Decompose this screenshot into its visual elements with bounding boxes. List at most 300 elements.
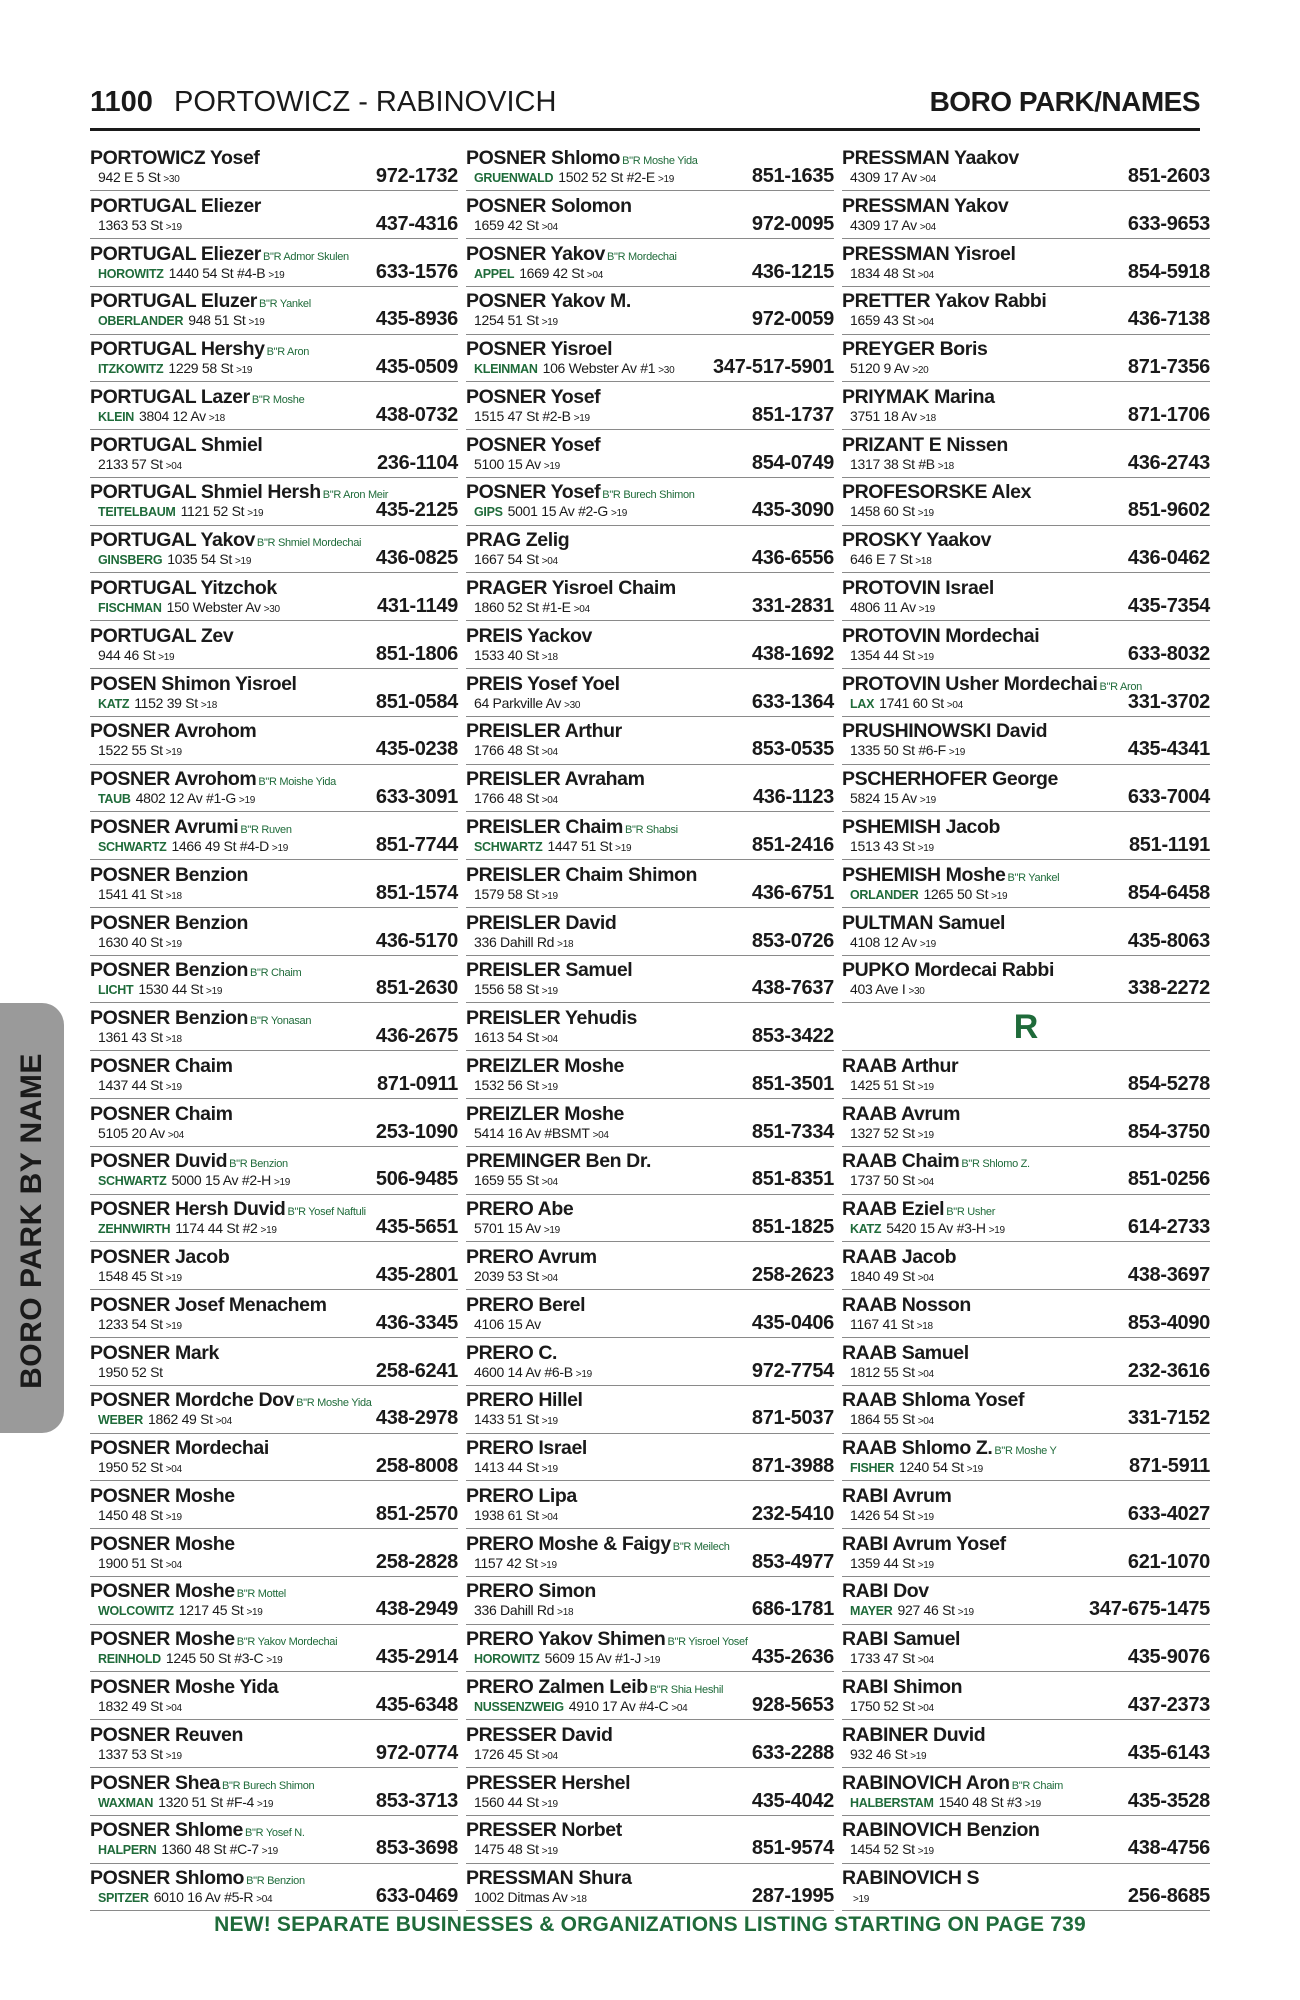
listing-entry — [90, 912, 458, 956]
entry-zip-zone: >04 — [167, 1129, 184, 1141]
entry-address — [474, 981, 558, 1000]
entry-name — [842, 1103, 960, 1125]
entry-name — [90, 1676, 278, 1698]
entry-zip-zone: >04 — [917, 1368, 934, 1380]
entry-zip-zone: >19 — [917, 508, 934, 520]
entry-name-text: RAAB Shloma Yosef — [842, 1389, 1025, 1412]
entry-address — [98, 1411, 232, 1430]
entry-name-text: PRERO Zalmen Leib — [466, 1676, 648, 1698]
entry-zip-zone: >19 — [273, 1177, 291, 1189]
listing-entry — [466, 673, 834, 717]
entry-in-care-of: LICHT — [98, 983, 134, 998]
entry-phone: 331-7152 — [1127, 1407, 1210, 1430]
entry-address — [474, 742, 558, 761]
entry-address — [98, 790, 255, 809]
entry-phone: 851-1574 — [375, 881, 458, 904]
entry-street: 150 Webster Av — [166, 599, 261, 616]
entry-phone: 853-0726 — [751, 929, 834, 952]
listing-entry — [466, 386, 834, 430]
entry-phone: 435-0406 — [751, 1311, 834, 1334]
listing-entry — [90, 768, 458, 812]
entry-name — [842, 959, 1054, 981]
entry-address — [850, 599, 935, 618]
entry-street: 1864 55 St — [850, 1411, 915, 1428]
entry-zip-zone: >19 — [917, 1511, 934, 1523]
entry-phone: 435-7354 — [1127, 595, 1210, 618]
entry-street: 1450 48 St — [98, 1506, 163, 1523]
entry-phone: 851-1737 — [751, 403, 834, 426]
entry-street: 1659 55 St — [474, 1172, 539, 1189]
entry-street: 4802 12 Av #1-G — [135, 790, 236, 807]
entry-name-text: RABI Dov — [842, 1580, 929, 1603]
entry-name — [90, 1342, 219, 1364]
entry-address — [850, 408, 936, 427]
entry-zip-zone: >19 — [260, 1225, 277, 1237]
entry-relation: B"R Aron — [266, 346, 310, 359]
listing-entry — [842, 1628, 1210, 1672]
listing-entry — [466, 768, 834, 812]
entry-zip-zone: >19 — [948, 747, 965, 759]
entry-name-text: RAAB Chaim — [842, 1150, 960, 1173]
entry-phone: 633-7004 — [1127, 786, 1210, 809]
entry-name-text: PRESSMAN Yakov — [842, 194, 1009, 217]
entry-name-text: PREISLER Samuel — [466, 959, 633, 982]
entry-street: 1613 54 St — [474, 1029, 539, 1046]
entry-address — [850, 265, 934, 284]
entry-name — [466, 1198, 573, 1220]
entry-name — [466, 912, 616, 934]
entry-address — [98, 1698, 182, 1717]
entry-zip-zone: >19 — [541, 1798, 558, 1810]
entry-street: 1532 56 St — [474, 1076, 539, 1093]
entry-phone: 851-2603 — [1127, 165, 1210, 187]
listing-entry — [466, 1628, 834, 1672]
entry-phone: 614-2733 — [1127, 1216, 1210, 1239]
entry-zip-zone: >30 — [658, 365, 675, 377]
entry-zip-zone: >19 — [165, 1081, 182, 1093]
entry-address — [98, 838, 288, 857]
entry-zip-zone: >19 — [165, 1272, 182, 1284]
entry-address — [98, 1316, 182, 1335]
listing-entry — [466, 1389, 834, 1433]
entry-name — [466, 959, 632, 981]
entry-name-text: POSNER Avrumi — [90, 815, 239, 838]
entry-name-text: POSNER Solomon — [466, 194, 632, 217]
entry-zip-zone: >19 — [165, 1320, 182, 1332]
entry-zip-zone: >19 — [991, 890, 1008, 902]
entry-address — [98, 1268, 182, 1287]
entry-street: 1750 52 St — [850, 1698, 915, 1714]
entry-zip-zone: >19 — [266, 1655, 283, 1667]
entry-phone: 851-3501 — [751, 1072, 834, 1095]
entry-relation: B"R Aron Meir — [322, 489, 389, 502]
entry-address — [850, 1507, 934, 1526]
entry-zip-zone: >19 — [611, 508, 628, 520]
entry-name — [90, 195, 261, 217]
entry-phone: 633-2288 — [751, 1741, 834, 1764]
entry-zip-zone: >18 — [541, 651, 558, 663]
entry-phone: 851-2570 — [375, 1502, 458, 1525]
entry-name — [466, 768, 645, 790]
entry-street: 1548 45 St — [98, 1267, 163, 1284]
entry-address — [474, 1316, 541, 1333]
entry-street: 944 46 St — [98, 646, 156, 663]
entry-phone: 851-1806 — [375, 642, 458, 665]
entry-street: 106 Webster Av #1 — [542, 360, 656, 377]
listing-entry — [90, 1437, 458, 1481]
entry-zip-zone: >19 — [271, 842, 288, 854]
entry-name — [90, 1294, 327, 1316]
entry-street: 4108 12 Av — [850, 933, 917, 950]
entry-phone: 851-0256 — [1127, 1168, 1210, 1191]
entry-name-text: PORTUGAL Yitzchok — [90, 577, 277, 600]
entry-street: 1447 51 St — [547, 837, 613, 854]
entry-name — [90, 1485, 235, 1507]
entry-address — [850, 1220, 1005, 1239]
entry-name-text: PRERO Israel — [466, 1437, 587, 1460]
entry-zip-zone: >04 — [919, 221, 936, 233]
listing-entry — [842, 147, 1210, 191]
entry-street: 4806 11 Av — [850, 599, 916, 616]
entry-phone: 435-9076 — [1127, 1646, 1210, 1669]
entry-name — [90, 434, 262, 456]
entry-zip-zone: >19 — [261, 1846, 278, 1858]
entry-street: 1840 49 St — [850, 1267, 915, 1284]
entry-in-care-of: GIPS — [474, 505, 503, 520]
entry-street: 1515 47 St #2-B — [474, 407, 571, 424]
entry-street: 942 E 5 St — [98, 169, 161, 185]
entry-name-text: PRESSER David — [466, 1723, 613, 1746]
entry-zip-zone: >19 — [541, 1846, 558, 1858]
entry-name-text: PRERO Abe — [466, 1198, 574, 1221]
entry-address — [850, 1698, 934, 1717]
listing-entry — [842, 720, 1210, 764]
side-tab — [0, 1003, 64, 1433]
entry-in-care-of: GINSBERG — [98, 553, 163, 568]
entry-address — [474, 599, 590, 618]
entry-zip-zone: >19 — [917, 1129, 934, 1141]
entry-zip-zone: >18 — [570, 1894, 587, 1906]
entry-phone: 287-1995 — [751, 1885, 834, 1908]
listing-entry — [90, 577, 458, 621]
entry-street: 1359 44 St — [850, 1554, 915, 1571]
listing-entry — [90, 290, 458, 334]
entry-name-text: PSHEMISH Jacob — [842, 815, 1001, 838]
entry-street: 1522 55 St — [98, 742, 163, 759]
entry-phone: 435-0509 — [375, 356, 458, 379]
entry-name — [466, 720, 622, 742]
letter-divider — [842, 1007, 1210, 1051]
entry-street: 1533 40 St — [474, 646, 539, 663]
entry-address — [474, 647, 558, 666]
entry-phone: 633-4027 — [1127, 1502, 1210, 1525]
entry-name-text: PRIYMAK Marina — [842, 385, 995, 408]
listing-entry — [466, 1819, 834, 1863]
entry-street: 1437 44 St — [98, 1076, 163, 1093]
listing-entry — [842, 1103, 1210, 1147]
entry-address — [850, 217, 936, 236]
entry-zip-zone: >18 — [937, 460, 954, 472]
entry-zip-zone: >19 — [158, 651, 175, 663]
entry-name-text: PRERO Avrum — [466, 1245, 597, 1268]
entry-zip-zone: >19 — [988, 1225, 1005, 1237]
entry-phone: 435-2636 — [751, 1646, 834, 1669]
listing-entry — [90, 1676, 458, 1720]
entry-phone: 633-0469 — [375, 1885, 458, 1908]
listing-entry — [842, 434, 1210, 478]
entry-address — [850, 1172, 934, 1191]
entry-phone: 972-0095 — [751, 212, 834, 235]
entry-phone: 436-5170 — [375, 929, 458, 952]
entry-address — [474, 169, 674, 188]
entry-phone: 338-2272 — [1127, 977, 1210, 1000]
entry-zip-zone: >04 — [573, 604, 590, 616]
entry-address — [474, 886, 558, 905]
entry-in-care-of: KLEIN — [98, 409, 135, 424]
entry-address — [850, 360, 928, 379]
entry-name-text: POSNER Yosef — [466, 433, 601, 456]
entry-street: 1579 58 St — [474, 885, 539, 902]
entry-phone: 436-0462 — [1127, 547, 1210, 570]
entry-relation: B"R Meilech — [672, 1540, 730, 1553]
entry-name-text: POSNER Benzion — [90, 863, 248, 886]
entry-name-text: PRERO Simon — [466, 1580, 596, 1603]
entry-zip-zone: >19 — [165, 221, 182, 233]
entry-in-care-of: MAYER — [850, 1604, 893, 1619]
entry-name-text: POSNER Hersh Duvid — [90, 1198, 286, 1221]
entry-zip-zone: >19 — [966, 1464, 983, 1476]
entry-name-text: POSNER Chaim — [90, 1102, 233, 1125]
entry-name-text: PREISLER Chaim Shimon — [466, 863, 698, 886]
entry-name — [842, 768, 1058, 790]
entry-address — [474, 1555, 557, 1574]
entry-name-text: RABINER Duvid — [842, 1723, 986, 1746]
entry-name-text: RABINOVICH S — [842, 1867, 980, 1890]
entry-name-text: PORTUGAL Yakov — [90, 529, 255, 552]
listing-entry — [842, 816, 1210, 860]
entry-relation: B"R Moishe Yida — [258, 776, 336, 789]
entry-in-care-of: FISCHMAN — [98, 601, 162, 616]
entry-relation: B"R Shia Heshil — [649, 1684, 724, 1696]
entry-in-care-of: APPEL — [474, 266, 515, 281]
entry-street: 1560 44 St — [474, 1793, 539, 1810]
entry-street: 1659 43 St — [850, 312, 915, 329]
entry-address — [850, 1841, 934, 1860]
entry-name-text: PROFESORSKE Alex — [842, 481, 1032, 504]
entry-name-text: POSNER Mordechai — [90, 1437, 269, 1460]
entry-street: 1834 48 St — [850, 264, 915, 281]
entry-address — [850, 456, 954, 475]
entry-address — [474, 217, 558, 236]
entry-zip-zone: >30 — [263, 604, 280, 616]
entry-street: 4309 17 Av — [850, 216, 917, 233]
entry-zip-zone: >04 — [541, 747, 558, 759]
listing-entry — [842, 195, 1210, 239]
entry-name — [90, 1055, 233, 1077]
entry-name-text: POSNER Yakov M. — [466, 290, 631, 313]
entry-phone: 438-0732 — [375, 403, 458, 426]
entry-street: 336 Dahill Rd — [474, 933, 555, 950]
entry-in-care-of: SCHWARTZ — [474, 839, 543, 854]
entry-address — [98, 1220, 277, 1239]
entry-name — [466, 1246, 597, 1268]
entry-street: 1766 48 St — [474, 790, 539, 807]
entry-name-text: POSNER Jacob — [90, 1245, 230, 1268]
entry-relation: B"R Burech Shimon — [221, 1779, 315, 1792]
entry-name-text: PRUSHINOWSKI David — [842, 720, 1048, 743]
entry-phone: 854-0749 — [751, 451, 834, 474]
listing-entry — [466, 529, 834, 573]
entry-street: 336 Dahill Rd — [474, 1602, 555, 1619]
entry-street: 4600 14 Av #6-B — [474, 1363, 573, 1380]
entry-phone: 435-8936 — [375, 308, 458, 331]
listing-entry — [466, 290, 834, 334]
entry-phone: 853-3422 — [751, 1025, 834, 1048]
listing-entry — [466, 720, 834, 764]
entry-phone: 851-1635 — [751, 165, 834, 187]
entry-zip-zone: >04 — [541, 221, 558, 233]
entry-name — [466, 1437, 587, 1459]
listing-entry — [90, 481, 458, 525]
listing-entry — [90, 1150, 458, 1194]
entry-phone: 854-5278 — [1127, 1072, 1210, 1095]
entry-phone: 438-2978 — [375, 1407, 458, 1430]
entry-name-text: RABI Avrum — [842, 1484, 952, 1507]
listing-entry — [90, 1246, 458, 1290]
entry-in-care-of: SCHWARTZ — [98, 1174, 167, 1189]
entry-phone: 853-4977 — [751, 1550, 834, 1573]
entry-name-text: PRIZANT E Nissen — [842, 433, 1008, 456]
entry-relation: B"R Mottel — [236, 1588, 286, 1601]
entry-phone: 253-1090 — [375, 1120, 458, 1143]
listing-entry — [90, 338, 458, 382]
entry-name-text: POSNER Josef Menachem — [90, 1293, 327, 1316]
entry-zip-zone: >18 — [919, 412, 936, 424]
entry-name — [466, 864, 697, 886]
entry-address — [98, 1459, 182, 1478]
entry-name — [466, 529, 569, 551]
entry-name — [90, 1437, 269, 1459]
entry-address — [474, 551, 558, 570]
listing-entry — [466, 1867, 834, 1911]
entry-phone: 854-3750 — [1127, 1120, 1210, 1143]
entry-address — [98, 1746, 182, 1765]
listing-entry — [842, 1533, 1210, 1577]
listing-entry — [842, 1294, 1210, 1338]
entry-name — [842, 816, 1000, 838]
entry-name-text: RABI Samuel — [842, 1628, 961, 1651]
listing-entry — [90, 1628, 458, 1672]
entry-name-text: POSNER Shlomo — [90, 1867, 245, 1890]
entry-address — [850, 647, 934, 666]
entry-zip-zone: >04 — [165, 1703, 182, 1714]
entry-in-care-of: WEBER — [98, 1413, 144, 1428]
entry-phone: 236-1104 — [376, 451, 458, 474]
entry-zip-zone: >18 — [208, 412, 225, 424]
entry-zip-zone: >19 — [541, 1081, 558, 1093]
entry-name-text: RAAB Avrum — [842, 1102, 961, 1125]
entry-zip-zone: >19 — [268, 269, 285, 281]
entry-street: 1440 54 St #4-B — [168, 264, 266, 281]
entry-street: 3751 18 Av — [850, 407, 917, 424]
entry-name — [466, 1724, 613, 1746]
entry-address — [98, 503, 263, 522]
listing-entry — [90, 243, 458, 287]
entry-zip-zone: >04 — [917, 1416, 934, 1428]
entry-name — [842, 147, 1019, 169]
listing-entry — [466, 816, 834, 860]
entry-phone: 871-7356 — [1127, 356, 1210, 379]
entry-name-text: POSNER Reuven — [90, 1723, 244, 1746]
entry-name-text: PORTUGAL Hershy — [90, 338, 265, 361]
entry-phone: 435-6143 — [1127, 1741, 1210, 1764]
entry-phone: 633-9653 — [1127, 212, 1210, 235]
entry-zip-zone: >19 — [541, 986, 558, 998]
entry-street: 1466 49 St #4-D — [171, 837, 269, 854]
listing-entry — [842, 481, 1210, 525]
entry-zip-zone: >19 — [541, 317, 558, 329]
entry-phone: 331-3702 — [1127, 690, 1210, 713]
listing-column-3 — [842, 147, 1210, 1915]
entry-address — [98, 647, 174, 666]
entry-address — [474, 1268, 558, 1287]
entry-phone: 633-1364 — [751, 690, 834, 713]
entry-street: 1002 Ditmas Av — [474, 1889, 568, 1906]
entry-zip-zone: >04 — [215, 1416, 232, 1428]
listing-entry — [466, 864, 834, 908]
entry-address — [98, 981, 222, 1000]
entry-phone: 633-1576 — [375, 260, 458, 283]
entry-name-text: RAAB Nosson — [842, 1293, 971, 1316]
entry-street: 1458 60 St — [850, 503, 915, 520]
entry-name-text: POSNER Moshe — [90, 1484, 235, 1507]
entry-street: 1337 53 St — [98, 1745, 163, 1762]
entry-relation: B"R Yosef N. — [245, 1827, 305, 1840]
listing-entry — [90, 1198, 458, 1242]
listing-entry — [466, 1294, 834, 1338]
entry-in-care-of: HOROWITZ — [98, 266, 164, 281]
entry-street: 403 Ave I — [850, 981, 906, 998]
header-divider — [90, 128, 1200, 131]
entry-name-text: PREIS Yosef Yoel — [466, 672, 620, 695]
entry-name — [842, 1342, 969, 1364]
entry-address — [98, 695, 217, 714]
entry-phone: 972-7754 — [751, 1359, 834, 1382]
entry-street: 1254 51 St — [474, 312, 539, 329]
entry-name-text: PREYGER Boris — [842, 338, 988, 361]
entry-street: 1433 51 St — [474, 1411, 539, 1428]
listing-entry — [842, 577, 1210, 621]
entry-address — [98, 217, 182, 236]
listing-entry — [466, 1198, 834, 1242]
entry-phone: 436-7138 — [1127, 308, 1210, 331]
entry-phone: 853-0535 — [751, 738, 834, 761]
entry-in-care-of: ORLANDER — [850, 887, 919, 902]
listing-entry — [90, 195, 458, 239]
entry-street: 1245 50 St #3-C — [165, 1650, 264, 1667]
entry-zip-zone: >19 — [917, 1559, 934, 1571]
entry-zip-zone: >19 — [541, 1416, 558, 1428]
entry-in-care-of: HALBERSTAM — [850, 1795, 934, 1810]
listing-entry — [90, 147, 458, 191]
entry-relation: B"R Usher — [946, 1206, 996, 1219]
entry-zip-zone: >18 — [200, 699, 217, 711]
entry-name-text: PSCHERHOFER George — [842, 768, 1059, 791]
entry-phone: 258-2623 — [751, 1263, 834, 1286]
entry-zip-zone: >18 — [165, 890, 182, 902]
entry-zip-zone: >19 — [246, 1607, 263, 1619]
entry-name-text: PSHEMISH Moshe — [842, 863, 1006, 886]
